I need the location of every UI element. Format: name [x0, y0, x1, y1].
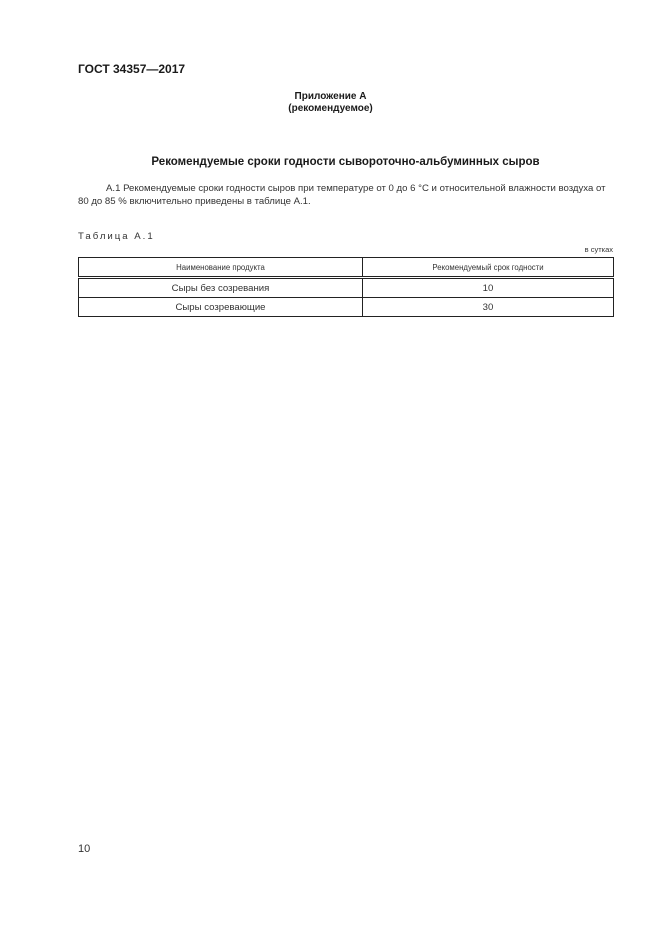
- cell-shelf-life: 30: [363, 298, 614, 317]
- shelf-life-table: [78, 257, 614, 317]
- cell-product: Сыры созревающие: [79, 298, 363, 317]
- table-header-row: [79, 258, 614, 278]
- document-code: ГОСТ 34357—2017: [78, 62, 186, 76]
- cell-shelf-life: 10: [363, 278, 614, 298]
- page-number: 10: [78, 843, 91, 855]
- table-caption: Таблица А.1: [78, 231, 155, 242]
- table-row: [79, 278, 614, 298]
- table-row: [79, 298, 614, 317]
- appendix-title: Приложение А: [294, 91, 367, 102]
- section-title: Рекомендуемые сроки годности сывороточно-альбуминных сыров: [151, 156, 540, 168]
- header-shelf-life: Рекомендуемый срок годности: [363, 258, 614, 278]
- header-product-name: Наименование продукта: [79, 258, 363, 278]
- table-units: в сутках: [584, 245, 613, 254]
- paragraph-a1: А.1 Рекомендуемые сроки годности сыров при температуре от 0 до 6 °С и относительной влажности воздуха от 80 до 85 % включительно приведены в таблице А.1.: [78, 183, 606, 207]
- cell-product: Сыры без созревания: [79, 278, 363, 298]
- appendix-subtitle: (рекомендуемое): [288, 103, 373, 114]
